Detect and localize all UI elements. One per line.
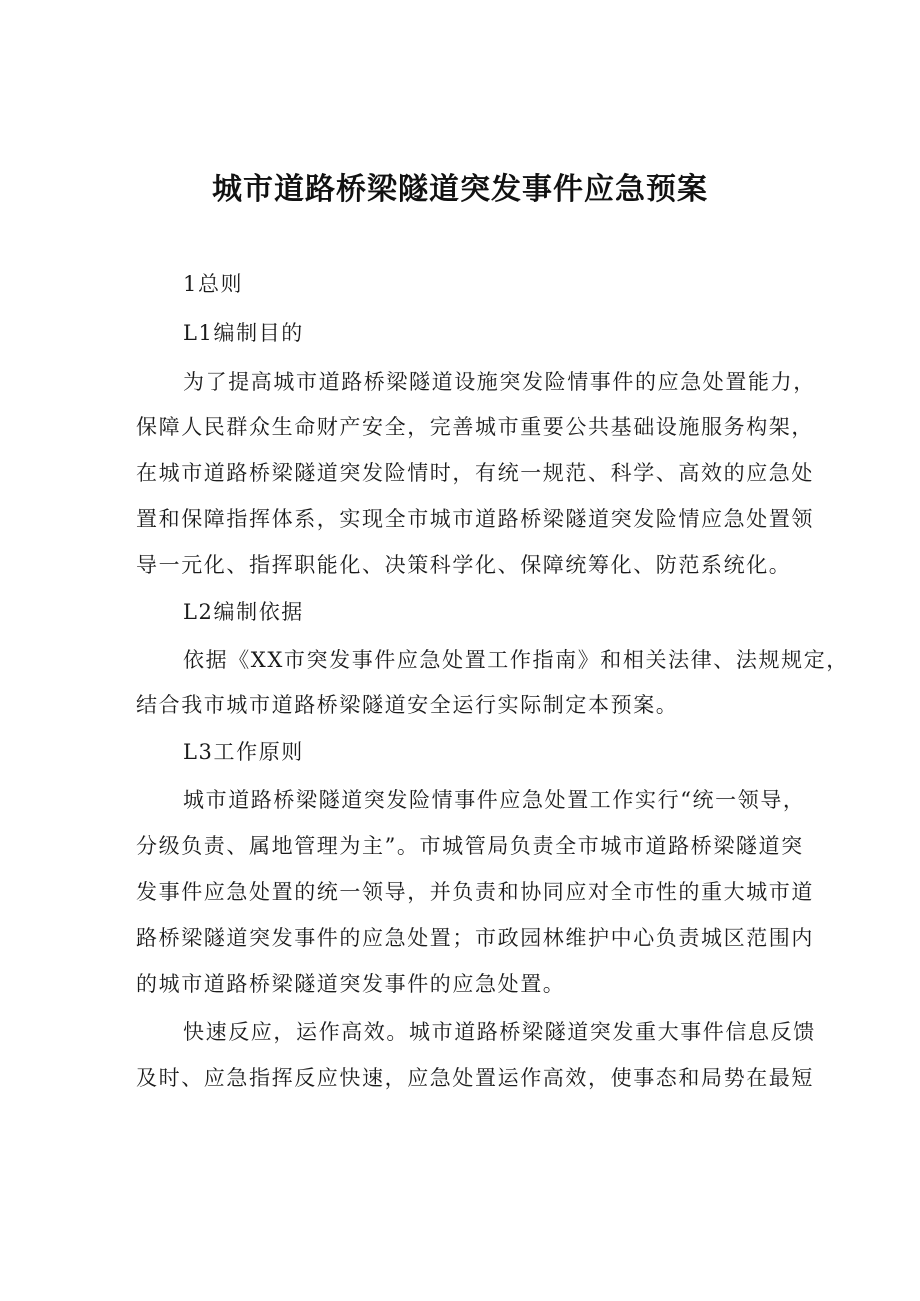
section-heading-general: 1总则 [183,272,244,296]
paragraph-line: 快速反应，运作高效。城市道路桥梁隧道突发重大事件信息反馈 [183,1020,816,1044]
section-heading-principles: L3工作原则 [183,740,304,764]
section-heading-basis: L2编制依据 [183,600,304,624]
paragraph-line: 结合我市城市道路桥梁隧道安全运行实际制定本预案。 [136,693,679,717]
paragraph-line: 在城市道路桥梁隧道突发险情时，有统一规范、科学、高效的应急处 [136,461,814,485]
paragraph-line: 导一元化、指挥职能化、决策科学化、保障统筹化、防范系统化。 [136,553,792,577]
paragraph-line: 分级负责、属地管理为主”。市城管局负责全市城市道路桥梁隧道突 [136,834,804,858]
paragraph-line: 路桥梁隧道突发事件的应急处置；市政园林维护中心负责城区范围内 [136,926,814,950]
paragraph-line: 发事件应急处置的统一领导，并负责和协同应对全市性的重大城市道 [136,880,814,904]
paragraph-line: 为了提高城市道路桥梁隧道设施突发险情事件的应急处置能力， [183,370,816,394]
paragraph-line: 保障人民群众生命财产安全，完善城市重要公共基础设施服务构架， [136,415,814,439]
paragraph-line: 置和保障指挥体系，实现全市城市道路桥梁隧道突发险情应急处置领 [136,507,814,531]
paragraph-line: 及时、应急指挥反应快速，应急处置运作高效，使事态和局势在最短 [136,1066,814,1090]
section-heading-purpose: L1编制目的 [183,321,304,345]
paragraph-line: 的城市道路桥梁隧道突发事件的应急处置。 [136,972,566,996]
paragraph-line: 依据《XX市突发事件应急处置工作指南》和相关法律、法规规定， [183,648,849,672]
document-title: 城市道路桥梁隧道突发事件应急预案 [212,172,708,207]
paragraph-line: 城市道路桥梁隧道突发险情事件应急处置工作实行“统一领导， [183,788,806,812]
